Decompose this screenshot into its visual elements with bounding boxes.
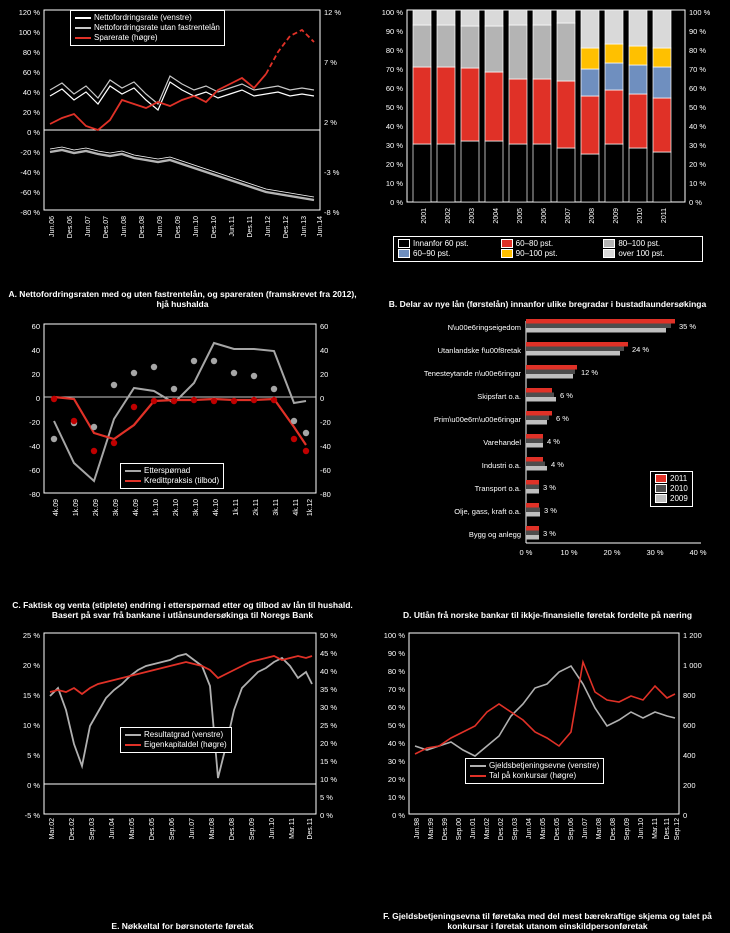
panel-b [365, 0, 730, 311]
svg-text:-60 %: -60 % [20, 188, 40, 197]
svg-text:2 %: 2 % [324, 118, 337, 127]
panel-f [365, 622, 730, 933]
svg-text:-80: -80 [320, 490, 331, 499]
panel-e-caption: E. Nøkkeltal for børsnoterte føretak [111, 921, 254, 931]
svg-text:-40: -40 [29, 442, 40, 451]
svg-text:6 %: 6 % [556, 414, 569, 423]
svg-text:2001: 2001 [421, 208, 428, 224]
color-swatch-icon [655, 494, 667, 503]
svg-text:Mar.11: Mar.11 [652, 818, 659, 839]
svg-text:2009: 2009 [613, 208, 620, 224]
svg-text:30 %: 30 % [689, 141, 707, 150]
svg-text:2005: 2005 [517, 208, 524, 224]
svg-text:Jun.08: Jun.08 [121, 216, 128, 238]
panel-d-caption: D. Utlån frå norske bankar til ikkje-finansielle føretak fordelte på næring [402, 610, 693, 620]
panel-d-legend [650, 471, 693, 507]
svg-text:0 %: 0 % [320, 811, 333, 820]
svg-text:4 %: 4 % [547, 437, 560, 446]
svg-text:1k.10: 1k.10 [153, 499, 160, 517]
legend-label: 2010 [670, 484, 688, 493]
svg-text:5 %: 5 % [320, 793, 333, 802]
svg-text:Sep.06: Sep.06 [568, 818, 575, 841]
panel-d [365, 311, 730, 622]
svg-text:Sep.00: Sep.00 [456, 818, 463, 841]
svg-text:400: 400 [683, 751, 696, 760]
legend-label: Nettofordringsrate (venstre) [94, 13, 192, 22]
svg-text:Sep.09: Sep.09 [624, 818, 631, 841]
legend-label: Resultatgrad (venstre) [144, 730, 224, 739]
legend-label: Gjeldsbetjeningsevne (venstre) [489, 761, 600, 770]
svg-text:25 %: 25 % [320, 721, 338, 730]
svg-text:Tenesteytande n\u00e6ringar: Tenesteytande n\u00e6ringar [423, 369, 521, 378]
legend-item [603, 239, 698, 248]
svg-text:50 %: 50 % [385, 103, 403, 112]
svg-text:10 %: 10 % [387, 793, 405, 802]
legend-item [75, 33, 220, 42]
line-swatch-icon [125, 734, 141, 736]
legend-item [470, 761, 599, 770]
svg-text:3k.11: 3k.11 [273, 499, 280, 516]
svg-text:Jun.07: Jun.07 [189, 818, 196, 840]
svg-text:24 %: 24 % [632, 345, 650, 354]
legend-item [501, 249, 596, 258]
svg-text:60 %: 60 % [22, 68, 40, 77]
svg-text:Mar.08: Mar.08 [596, 818, 603, 840]
svg-text:Jun.11: Jun.11 [229, 216, 236, 237]
svg-text:3 %: 3 % [543, 483, 556, 492]
svg-text:15 %: 15 % [320, 757, 338, 766]
svg-text:Jun.12: Jun.12 [265, 216, 272, 238]
svg-text:Mar.99: Mar.99 [428, 818, 435, 840]
svg-text:30 %: 30 % [320, 703, 338, 712]
svg-text:50 %: 50 % [320, 631, 338, 640]
svg-text:Des.11: Des.11 [247, 216, 254, 238]
svg-text:4k.09: 4k.09 [53, 499, 60, 517]
svg-text:0: 0 [320, 394, 325, 403]
svg-text:1 200: 1 200 [683, 631, 702, 640]
svg-text:Des.06: Des.06 [67, 216, 74, 239]
svg-text:100 %: 100 % [383, 631, 405, 640]
color-swatch-icon [655, 474, 667, 483]
svg-text:70 %: 70 % [385, 65, 403, 74]
line-swatch-icon [75, 17, 91, 19]
svg-text:100 %: 100 % [689, 8, 711, 17]
svg-text:40 %: 40 % [320, 667, 338, 676]
color-swatch-icon [501, 239, 513, 248]
bar-group [437, 10, 455, 202]
svg-text:60 %: 60 % [689, 84, 707, 93]
legend-item [501, 239, 596, 248]
svg-text:0: 0 [683, 811, 688, 820]
svg-text:50 %: 50 % [387, 721, 405, 730]
legend-label: over 100 pst. [618, 249, 665, 258]
svg-text:3 %: 3 % [544, 506, 557, 515]
panel-b-legend [393, 236, 703, 262]
svg-text:200: 200 [683, 781, 696, 790]
svg-text:0 %: 0 % [27, 781, 40, 790]
svg-text:-60: -60 [29, 466, 40, 475]
svg-text:Des.05: Des.05 [149, 818, 156, 841]
color-swatch-icon [398, 239, 410, 248]
bar-group [605, 10, 623, 202]
svg-text:40 %: 40 % [689, 122, 707, 131]
legend-label: Eigenkapitaldel (høgre) [144, 740, 227, 749]
svg-text:20 %: 20 % [689, 160, 707, 169]
svg-text:70 %: 70 % [689, 65, 707, 74]
svg-text:10 %: 10 % [689, 179, 707, 188]
svg-text:35 %: 35 % [679, 322, 697, 331]
color-swatch-icon [501, 249, 513, 258]
svg-text:50 %: 50 % [689, 103, 707, 112]
svg-text:30 %: 30 % [646, 548, 664, 557]
svg-text:1k.09: 1k.09 [73, 499, 80, 517]
svg-text:Jun.10: Jun.10 [193, 216, 200, 238]
svg-text:-60: -60 [320, 466, 331, 475]
legend-item [125, 740, 227, 749]
svg-text:Varehandel: Varehandel [483, 438, 521, 447]
svg-text:3k.09: 3k.09 [113, 499, 120, 517]
svg-text:20 %: 20 % [387, 775, 405, 784]
panel-e-legend [120, 727, 232, 753]
svg-text:80 %: 80 % [22, 48, 40, 57]
legend-item [125, 466, 219, 475]
svg-text:7 %: 7 % [324, 58, 337, 67]
svg-text:20: 20 [31, 370, 40, 379]
svg-text:20 %: 20 % [385, 160, 403, 169]
svg-text:0 %: 0 % [689, 198, 702, 207]
color-swatch-icon [398, 249, 410, 258]
svg-text:2003: 2003 [469, 208, 476, 224]
svg-text:Jun.14: Jun.14 [317, 216, 324, 238]
svg-text:10 %: 10 % [22, 721, 40, 730]
legend-label: Innanfor 60 pst. [413, 239, 469, 248]
svg-text:20 %: 20 % [22, 661, 40, 670]
svg-text:Mar.08: Mar.08 [209, 818, 216, 840]
legend-item [125, 476, 219, 485]
svg-text:Des.02: Des.02 [69, 818, 76, 841]
svg-text:0 %: 0 % [392, 811, 405, 820]
svg-text:Olje, gass, kraft o.a.: Olje, gass, kraft o.a. [454, 507, 521, 516]
svg-text:45 %: 45 % [320, 649, 338, 658]
svg-text:40: 40 [31, 346, 40, 355]
svg-text:12 %: 12 % [581, 368, 599, 377]
svg-text:80 %: 80 % [385, 46, 403, 55]
panel-f-plot [371, 626, 724, 876]
svg-text:15 %: 15 % [22, 691, 40, 700]
svg-text:Jun.13: Jun.13 [301, 216, 308, 238]
svg-text:1k.11: 1k.11 [233, 499, 240, 516]
svg-text:Mar.05: Mar.05 [129, 818, 136, 840]
svg-text:90 %: 90 % [387, 649, 405, 658]
svg-text:1 000: 1 000 [683, 661, 702, 670]
line-swatch-icon [75, 37, 91, 39]
legend-item [125, 730, 227, 739]
svg-text:30 %: 30 % [385, 141, 403, 150]
svg-text:Prim\u00e6rn\u00e6ringar: Prim\u00e6rn\u00e6ringar [433, 415, 521, 424]
svg-text:40 %: 40 % [689, 548, 707, 557]
legend-item [655, 494, 688, 503]
svg-text:0 %: 0 % [519, 548, 533, 557]
legend-item [655, 484, 688, 493]
svg-text:Jun.07: Jun.07 [85, 216, 92, 238]
svg-text:-80: -80 [29, 490, 40, 499]
svg-text:Sep.03: Sep.03 [89, 818, 96, 841]
svg-text:4k.10: 4k.10 [213, 499, 220, 517]
svg-text:-80 %: -80 % [20, 208, 40, 217]
line-swatch-icon [125, 744, 141, 746]
svg-text:10 %: 10 % [320, 775, 338, 784]
svg-text:30 %: 30 % [387, 757, 405, 766]
legend-item [470, 771, 599, 780]
line-swatch-icon [470, 765, 486, 767]
bar-group [413, 10, 431, 202]
bar-group [581, 10, 599, 202]
svg-text:-20 %: -20 % [20, 148, 40, 157]
legend-item [75, 13, 220, 22]
svg-text:0 %: 0 % [390, 198, 403, 207]
svg-text:Jun.98: Jun.98 [414, 818, 421, 840]
svg-text:20: 20 [320, 370, 329, 379]
svg-text:90 %: 90 % [385, 27, 403, 36]
svg-text:4k.11: 4k.11 [293, 499, 300, 516]
legend-label: 60–80 pst. [515, 239, 554, 248]
legend-label: 2011 [670, 474, 688, 483]
legend-item [603, 249, 698, 258]
svg-text:40 %: 40 % [385, 122, 403, 131]
panel-a-caption: A. Nettofordringsraten med og uten fastrentelån, og spareraten (framskrevet fra 2012), hjå hushalda [8, 289, 357, 309]
svg-text:12 %: 12 % [324, 8, 342, 17]
svg-text:Des.12: Des.12 [283, 216, 290, 239]
legend-label: Etterspørnad [144, 466, 191, 475]
svg-text:3k.10: 3k.10 [193, 499, 200, 517]
panel-d-plot [371, 315, 724, 565]
svg-text:-5 %: -5 % [24, 811, 40, 820]
svg-text:25 %: 25 % [22, 631, 40, 640]
svg-text:2011: 2011 [661, 208, 668, 224]
svg-text:90 %: 90 % [689, 27, 707, 36]
svg-text:Des.08: Des.08 [229, 818, 236, 841]
svg-text:10 %: 10 % [385, 179, 403, 188]
svg-text:800: 800 [683, 691, 696, 700]
legend-label: 80–100 pst. [618, 239, 661, 248]
panel-a-legend [70, 10, 225, 46]
svg-text:40 %: 40 % [22, 88, 40, 97]
svg-text:Sep.12: Sep.12 [674, 818, 681, 841]
color-swatch-icon [603, 239, 615, 248]
svg-text:4 %: 4 % [551, 460, 564, 469]
svg-text:70 %: 70 % [387, 685, 405, 694]
svg-text:100 %: 100 % [18, 28, 40, 37]
svg-text:Jun.09: Jun.09 [157, 216, 164, 238]
svg-text:2002: 2002 [445, 208, 452, 224]
svg-text:Jun.10: Jun.10 [638, 818, 645, 840]
svg-text:N\u00e6ringseigedom: N\u00e6ringseigedom [447, 323, 521, 332]
svg-text:20 %: 20 % [603, 548, 621, 557]
svg-text:Sep.03: Sep.03 [512, 818, 519, 841]
bar-group [629, 10, 647, 202]
svg-text:2008: 2008 [589, 208, 596, 224]
svg-text:20 %: 20 % [22, 108, 40, 117]
svg-text:Des.10: Des.10 [211, 216, 218, 239]
svg-text:Des.05: Des.05 [554, 818, 561, 841]
svg-text:2006: 2006 [541, 208, 548, 224]
svg-text:Jun.01: Jun.01 [470, 818, 477, 840]
svg-text:20 %: 20 % [320, 739, 338, 748]
svg-text:40 %: 40 % [387, 739, 405, 748]
legend-label: 2009 [670, 494, 688, 503]
legend-label: Sparerate (høgre) [94, 33, 158, 42]
legend-item [398, 249, 493, 258]
svg-text:-20: -20 [320, 418, 331, 427]
panel-b-caption: B. Delar av nye lån (førstelån) innanfor ulike bregradar i bustadlaundersøkinga [388, 299, 707, 309]
svg-text:-40 %: -40 % [20, 168, 40, 177]
svg-text:Jun.10: Jun.10 [269, 818, 276, 840]
svg-text:2010: 2010 [637, 208, 644, 224]
svg-text:0 %: 0 % [27, 128, 40, 137]
svg-text:120 %: 120 % [18, 8, 40, 17]
legend-item [75, 23, 220, 32]
panel-e [0, 622, 365, 933]
panel-b-plot [371, 4, 724, 269]
svg-text:2004: 2004 [493, 208, 500, 224]
svg-text:Industri o.a.: Industri o.a. [481, 461, 521, 470]
svg-text:60 %: 60 % [387, 703, 405, 712]
panel-c [0, 311, 365, 622]
legend-label: Nettofordringsrate utan fastrentelån [94, 23, 220, 32]
svg-text:Mar.02: Mar.02 [484, 818, 491, 840]
color-swatch-icon [603, 249, 615, 258]
line-swatch-icon [470, 775, 486, 777]
svg-text:Bygg og anlegg: Bygg og anlegg [468, 530, 521, 539]
svg-text:80 %: 80 % [387, 667, 405, 676]
svg-text:60: 60 [320, 322, 329, 331]
color-swatch-icon [655, 484, 667, 493]
svg-text:Des.09: Des.09 [175, 216, 182, 239]
svg-text:Mar.02: Mar.02 [49, 818, 56, 840]
legend-item [398, 239, 493, 248]
svg-text:-8 %: -8 % [324, 208, 340, 217]
svg-text:4k.09: 4k.09 [133, 499, 140, 517]
svg-text:1k.12: 1k.12 [307, 499, 314, 517]
panel-a [0, 0, 365, 311]
svg-text:6 %: 6 % [560, 391, 573, 400]
svg-text:Jun.04: Jun.04 [109, 818, 116, 840]
svg-text:Jun.07: Jun.07 [582, 818, 589, 840]
svg-text:60: 60 [31, 322, 40, 331]
line-swatch-icon [125, 470, 141, 472]
svg-text:2k.11: 2k.11 [253, 499, 260, 516]
svg-text:Des.07: Des.07 [103, 216, 110, 239]
svg-text:Mar.05: Mar.05 [540, 818, 547, 840]
svg-text:2k.10: 2k.10 [173, 499, 180, 517]
svg-text:Des.08: Des.08 [139, 216, 146, 239]
bar-group [533, 10, 551, 202]
svg-text:Des.08: Des.08 [610, 818, 617, 841]
legend-label: 60–90 pst. [413, 249, 451, 258]
svg-text:2007: 2007 [565, 208, 572, 224]
legend-label: 90–100 pst. [515, 249, 558, 258]
svg-text:Skipsfart o.a.: Skipsfart o.a. [477, 392, 521, 401]
panel-c-caption: C. Faktisk og venta (stiplete) endring i etterspørnad etter og tilbod av lån til hushald. Basert på svar frå bankane i utlånsundersøkinga til Noregs Bank [12, 600, 353, 620]
legend-label: Tal på konkursar (høgre) [489, 771, 577, 780]
legend-item [655, 474, 688, 483]
svg-text:40: 40 [320, 346, 329, 355]
svg-text:0: 0 [35, 394, 40, 403]
svg-text:Sep.06: Sep.06 [169, 818, 176, 841]
svg-text:Des.11: Des.11 [307, 818, 314, 840]
bar-group [485, 10, 503, 202]
svg-text:35 %: 35 % [320, 685, 338, 694]
panel-f-legend [465, 758, 604, 784]
svg-text:Des.02: Des.02 [498, 818, 505, 841]
svg-text:5 %: 5 % [27, 751, 40, 760]
svg-text:Utanlandske f\u00f8retak: Utanlandske f\u00f8retak [437, 346, 521, 355]
line-swatch-icon [75, 27, 91, 29]
bar-group [557, 10, 575, 202]
svg-text:-3 %: -3 % [324, 168, 340, 177]
svg-text:80 %: 80 % [689, 46, 707, 55]
panel-c-legend [120, 463, 224, 489]
bar-group [653, 10, 671, 202]
svg-text:600: 600 [683, 721, 696, 730]
svg-text:Transport o.a.: Transport o.a. [474, 484, 521, 493]
svg-text:60 %: 60 % [385, 84, 403, 93]
svg-text:2k.09: 2k.09 [93, 499, 100, 517]
svg-text:100 %: 100 % [381, 8, 403, 17]
panel-c-plot [6, 315, 359, 565]
line-swatch-icon [125, 480, 141, 482]
svg-text:Sep.09: Sep.09 [249, 818, 256, 841]
bar-group [509, 10, 527, 202]
svg-text:-20: -20 [29, 418, 40, 427]
bar-group [461, 10, 479, 202]
panel-f-caption: F. Gjeldsbetjeningsevna til føretaka med del mest bærekraftige skjema og talet på konkursar i føretak utanom einskildpersonføretak [383, 911, 712, 931]
svg-text:-40: -40 [320, 442, 331, 451]
svg-text:Jun.06: Jun.06 [49, 216, 56, 238]
svg-text:Jun.04: Jun.04 [526, 818, 533, 840]
svg-text:Mar.11: Mar.11 [289, 818, 296, 839]
svg-text:Des.11: Des.11 [664, 818, 671, 840]
svg-text:3 %: 3 % [543, 529, 556, 538]
legend-label: Kredittpraksis (tilbod) [144, 476, 220, 485]
svg-text:Des.99: Des.99 [442, 818, 449, 841]
svg-text:10 %: 10 % [560, 548, 578, 557]
